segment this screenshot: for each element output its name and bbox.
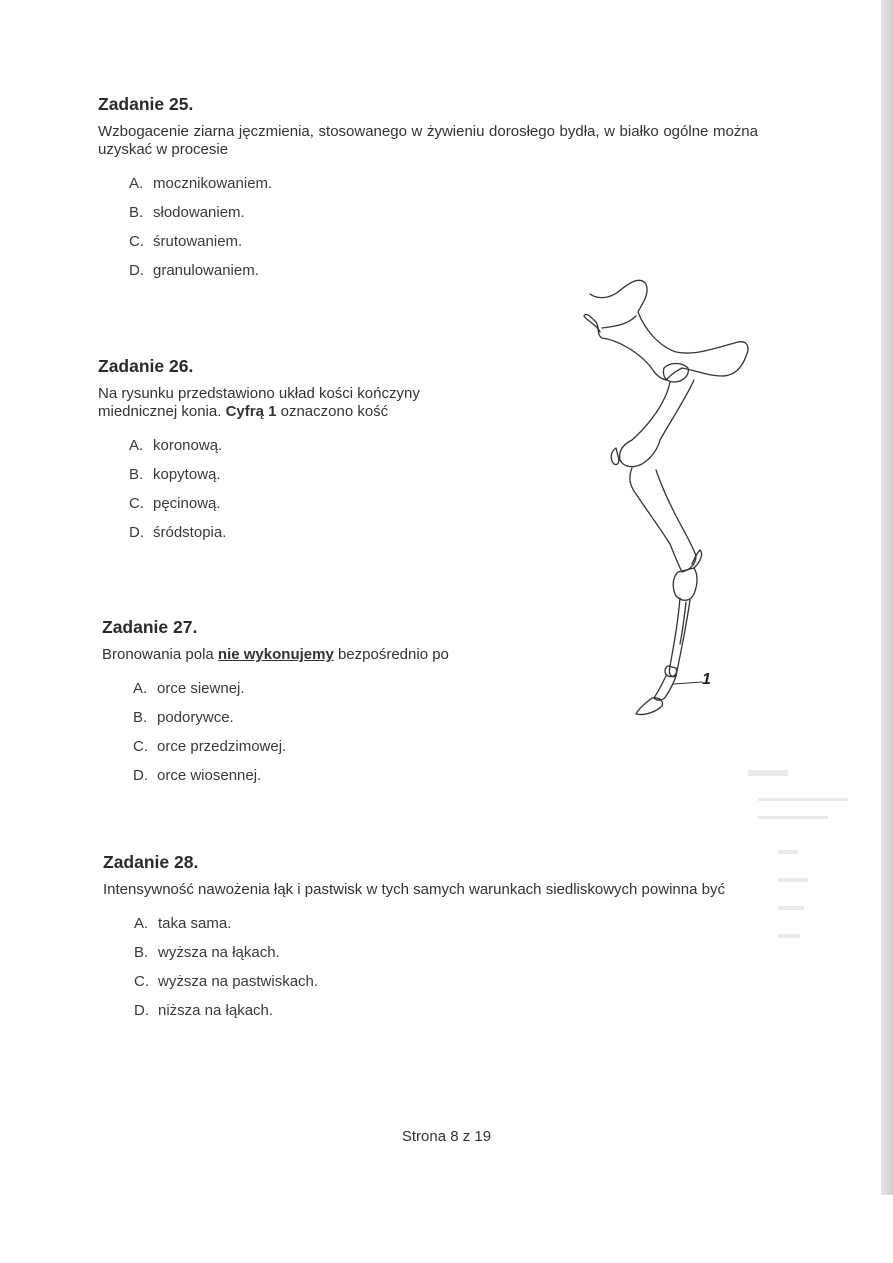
option-letter: C. [129, 233, 144, 250]
option-c[interactable] [133, 732, 522, 761]
option-text: orce siewnej. [157, 680, 245, 697]
option-a[interactable] [129, 431, 498, 460]
option-c[interactable] [134, 967, 759, 996]
option-b[interactable] [129, 198, 758, 227]
answer-options [134, 909, 759, 1025]
question-28 [103, 852, 759, 1025]
page-footer: Strona 8 z 19 [401, 1128, 492, 1145]
question-25 [98, 94, 758, 285]
stem-emphasis: nie wykonujemy [217, 646, 334, 663]
scan-edge-shadow [881, 0, 893, 1195]
question-title: Zadanie 26. [98, 356, 194, 376]
option-letter: B. [133, 709, 148, 726]
answer-options [129, 169, 758, 285]
option-letter: D. [129, 262, 144, 279]
question-title: Zadanie 28. [103, 852, 199, 872]
option-letter: A. [134, 915, 149, 932]
option-letter: C. [134, 973, 149, 990]
option-text: taka sama. [158, 915, 232, 932]
option-text: niższa na łąkach. [158, 1002, 274, 1019]
option-b[interactable] [133, 703, 522, 732]
option-text: słodowaniem. [153, 204, 245, 221]
pelvis-bone [584, 280, 748, 380]
label-leader-line [674, 682, 702, 684]
figure-label-1: 1 [702, 671, 711, 688]
option-c[interactable] [129, 227, 758, 256]
answer-options [129, 431, 498, 547]
metatarsal-bone [669, 598, 690, 677]
question-stem [102, 646, 522, 664]
horse-hindlimb-skeleton-figure [578, 272, 758, 722]
question-title: Zadanie 27. [102, 617, 198, 637]
option-text: śrutowaniem. [153, 233, 243, 250]
option-letter: D. [134, 1002, 149, 1019]
option-letter: B. [129, 466, 144, 483]
option-text: koronową. [153, 437, 223, 454]
question-stem: Intensywność nawożenia łąk i pastwisk w tych samych warunkach siedliskowych powinna być [103, 881, 725, 898]
tarsus-bone [673, 568, 697, 600]
option-text: wyższa na łąkach. [158, 944, 280, 961]
option-b[interactable] [134, 938, 759, 967]
option-a[interactable] [129, 169, 758, 198]
option-text: orce wiosennej. [157, 767, 262, 784]
option-a[interactable] [134, 909, 759, 938]
stem-text: oznaczono kość [276, 403, 389, 420]
option-text: śródstopia. [153, 524, 227, 541]
hip-joint [663, 364, 688, 383]
option-letter: B. [134, 944, 149, 961]
option-letter: A. [129, 437, 144, 454]
question-27 [102, 617, 522, 790]
option-letter: D. [133, 767, 148, 784]
stem-text: bezpośrednio po [333, 646, 449, 663]
stem-text: Na rysunku przedstawiono układ kości kończyny miednicznej konia. [98, 385, 420, 420]
option-text: podorywce. [157, 709, 234, 726]
option-letter: A. [133, 680, 148, 697]
option-text: mocznikowaniem. [153, 175, 273, 192]
question-26 [98, 356, 498, 547]
pastern-bone [654, 676, 676, 700]
show-through-marks [738, 760, 858, 980]
option-letter: C. [133, 738, 148, 755]
option-text: orce przedzimowej. [157, 738, 287, 755]
stem-bold: Cyfrą 1 [225, 403, 277, 420]
answer-options [133, 674, 522, 790]
option-letter: C. [129, 495, 144, 512]
option-text: pęcinową. [153, 495, 221, 512]
option-d[interactable] [133, 761, 522, 790]
patella-bone [611, 448, 619, 465]
option-d[interactable] [129, 518, 498, 547]
femur-bone [620, 380, 694, 467]
option-letter: D. [129, 524, 144, 541]
option-text: kopytową. [153, 466, 221, 483]
question-stem: Wzbogacenie ziarna jęczmienia, stosowanego w żywieniu dorosłego bydła, w białko ogólne można uzyskać w procesie [98, 123, 758, 158]
pelvis-detail [602, 316, 636, 328]
option-text: wyższa na pastwiskach. [158, 973, 319, 990]
stem-text: Bronowania pola [102, 646, 218, 663]
tibia-bone [630, 468, 696, 572]
option-letter: B. [129, 204, 144, 221]
question-stem [98, 385, 498, 421]
option-d[interactable] [134, 996, 759, 1025]
option-letter: A. [129, 175, 144, 192]
option-a[interactable] [133, 674, 522, 703]
question-title: Zadanie 25. [98, 94, 194, 114]
option-text: granulowaniem. [153, 262, 259, 279]
option-b[interactable] [129, 460, 498, 489]
option-c[interactable] [129, 489, 498, 518]
